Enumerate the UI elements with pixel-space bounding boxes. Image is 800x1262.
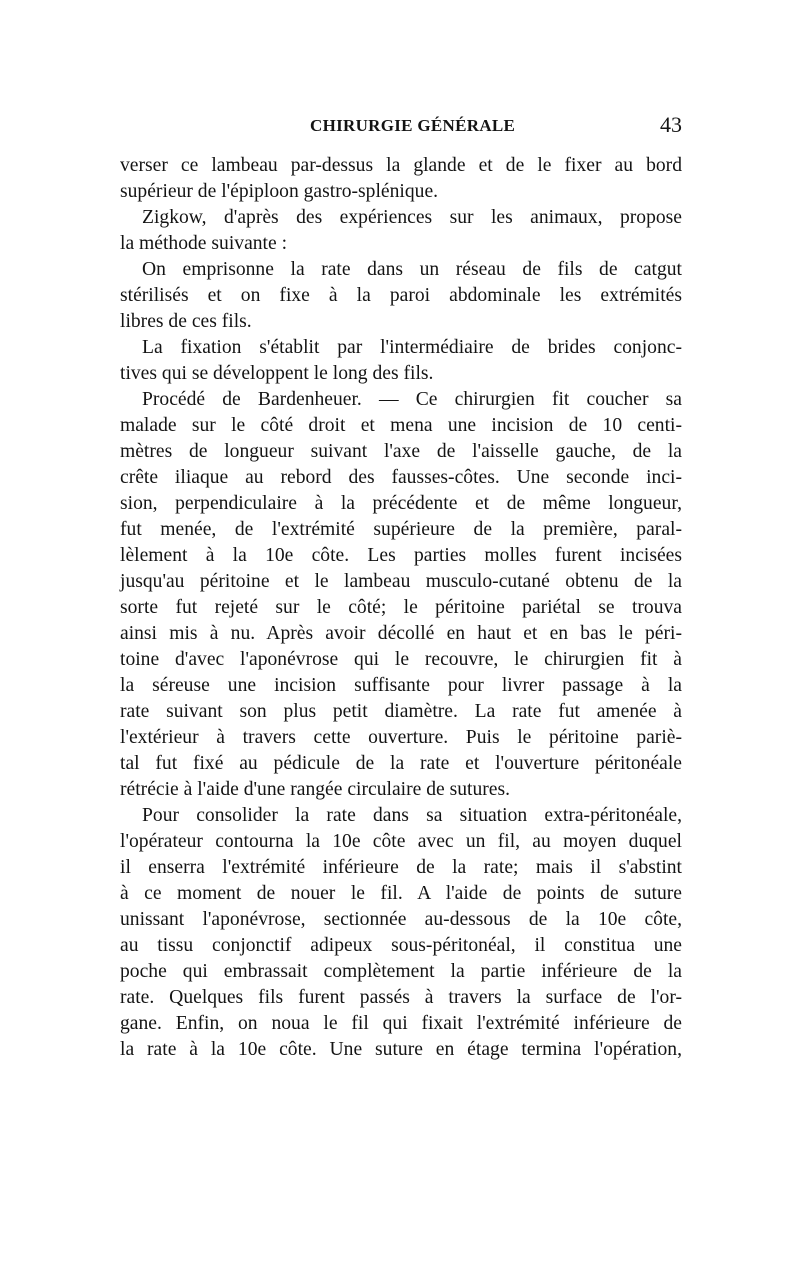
text-line: stérilisés et on fixe à la paroi abdominale les extrémités [120, 285, 682, 306]
text-line: verser ce lambeau par-dessus la glande et de le fixer au bord [120, 155, 682, 176]
page-body [120, 153, 682, 1063]
text-line: la méthode suivante : [120, 233, 288, 254]
text-line: rate suivant son plus petit diamètre. La rate fut amenée à [120, 701, 682, 722]
text-line: toine d'avec l'aponévrose qui le recouvre, le chirurgien fit à [120, 649, 682, 670]
text-line: l'extérieur à travers cette ouverture. Puis le péritoine pariè- [120, 727, 682, 748]
text-line: lèlement à la 10e côte. Les parties molles furent incisées [120, 545, 682, 566]
text-line: poche qui embrassait complètement la partie inférieure de la [120, 961, 682, 982]
text-line: On emprisonne la rate dans un réseau de fils de catgut [142, 259, 682, 280]
text-line: au tissu conjonctif adipeux sous-péritonéal, il constitua une [120, 935, 682, 956]
page-header [120, 112, 682, 142]
text-line: à ce moment de nouer le fil. A l'aide de points de suture [120, 883, 682, 904]
text-line: tives qui se développent le long des fils. [120, 363, 434, 384]
text-line: Pour consolider la rate dans sa situation extra-péritonéale, [142, 805, 682, 826]
text-line: La fixation s'établit par l'intermédiaire de brides conjonc- [142, 337, 682, 358]
text-line: sorte fut rejeté sur le côté; le péritoine pariétal se trouva [120, 597, 682, 618]
text-line: crête iliaque au rebord des fausses-côtes. Une seconde inci- [120, 467, 682, 488]
text-line: l'opérateur contourna la 10e côte avec un fil, au moyen duquel [120, 831, 682, 852]
text-line: mètres de longueur suivant l'axe de l'aisselle gauche, de la [120, 441, 682, 462]
text-line: jusqu'au péritoine et le lambeau musculo-cutané obtenu de la [120, 571, 682, 592]
text-line: la séreuse une incision suffisante pour livrer passage à la [120, 675, 682, 696]
text-line: tal fut fixé au pédicule de la rate et l'ouverture péritonéale [120, 753, 682, 774]
text-line: ainsi mis à nu. Après avoir décollé en haut et en bas le péri- [120, 623, 682, 644]
text-line: supérieur de l'épiploon gastro-splénique. [120, 181, 439, 202]
text-line: malade sur le côté droit et mena une incision de 10 centi- [120, 415, 682, 436]
text-line: la rate à la 10e côte. Une suture en étage termina l'opération, [120, 1039, 682, 1060]
text-line: gane. Enfin, on noua le fil qui fixait l'extrémité inférieure de [120, 1013, 682, 1034]
text-line: fut menée, de l'extrémité supérieure de la première, paral- [120, 519, 682, 540]
text-line: sion, perpendiculaire à la précédente et de même longueur, [120, 493, 682, 514]
text-line: Procédé de Bardenheuer. — Ce chirurgien fit coucher sa [142, 389, 682, 410]
text-line: rétrécie à l'aide d'une rangée circulaire de sutures. [120, 779, 511, 800]
text-line: rate. Quelques fils furent passés à travers la surface de l'or- [120, 987, 682, 1008]
text-line: libres de ces fils. [120, 311, 252, 332]
text-line: il enserra l'extrémité inférieure de la rate; mais il s'abstint [120, 857, 682, 878]
text-line: unissant l'aponévrose, sectionnée au-dessous de la 10e côte, [120, 909, 682, 930]
page-number: 43 [660, 112, 682, 137]
running-title: CHIRURGIE GÉNÉRALE [310, 116, 516, 135]
text-line: Zigkow, d'après des expériences sur les animaux, propose [142, 207, 682, 228]
